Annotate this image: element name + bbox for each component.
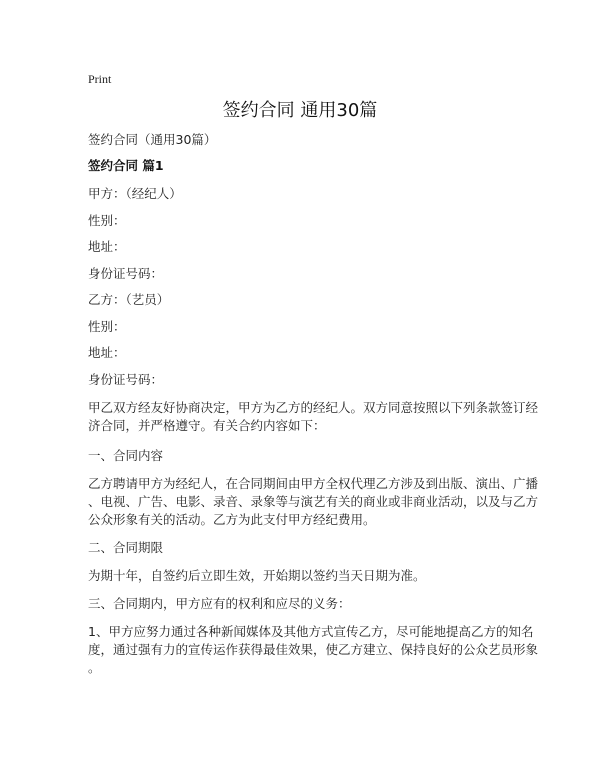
section-heading: 签约合同 篇1 — [88, 158, 164, 173]
text-line: 公众形象有关的活动。乙方为此支付甲方经纪费用。 — [88, 512, 376, 527]
heading-contract-content — [88, 447, 163, 465]
paragraph-content — [88, 475, 538, 529]
paragraph-rights-1 — [88, 623, 538, 677]
text-line: 1、甲方应努力通过各种新闻媒体及其他方式宣传乙方，尽可能地提高乙方的知名 — [88, 624, 534, 639]
heading-contract-term — [88, 539, 163, 557]
text-line: 一、合同内容 — [88, 448, 164, 463]
paragraph-intro — [88, 399, 538, 435]
field-gender-b: 性别： — [88, 319, 126, 334]
page-title: 签约合同 通用30篇 — [222, 100, 378, 121]
text-line: 二、合同期限 — [88, 540, 164, 555]
text-line: 三、合同期内，甲方应有的权利和应尽的义务： — [88, 596, 351, 611]
text-line: 。 — [88, 660, 101, 675]
field-address-a: 地址： — [88, 239, 126, 254]
paragraph-term — [88, 567, 426, 585]
text-line: 度，通过强有力的宣传运作获得最佳效果，使乙方建立、保持良好的公众艺员形象 — [88, 642, 539, 657]
text-line: 、电视、广告、电影、录音、录象等与演艺有关的商业或非商业活动，以及与乙方 — [88, 494, 539, 509]
field-id-b: 身份证号码： — [88, 372, 164, 387]
text-line: 为期十年，自签约后立即生效，开始期以签约当天日期为准。 — [88, 568, 426, 583]
print-link[interactable]: Print — [88, 72, 112, 86]
field-party-b: 乙方：（艺员） — [88, 292, 170, 307]
field-address-b: 地址： — [88, 345, 126, 360]
subtitle: 签约合同（通用30篇） — [88, 132, 217, 147]
text-line: 济合同，并严格遵守。有关合约内容如下： — [88, 418, 326, 433]
field-gender-a: 性别： — [88, 213, 126, 228]
field-id-a: 身份证号码： — [88, 266, 164, 281]
text-line: 乙方聘请甲方为经纪人，在合同期间由甲方全权代理乙方涉及到出版、演出、广播 — [88, 476, 539, 491]
field-party-a: 甲方：（经纪人） — [88, 186, 182, 201]
heading-rights — [88, 595, 351, 613]
text-line: 甲乙双方经友好协商决定，甲方为乙方的经纪人。双方同意按照以下列条款签订经 — [88, 400, 539, 415]
